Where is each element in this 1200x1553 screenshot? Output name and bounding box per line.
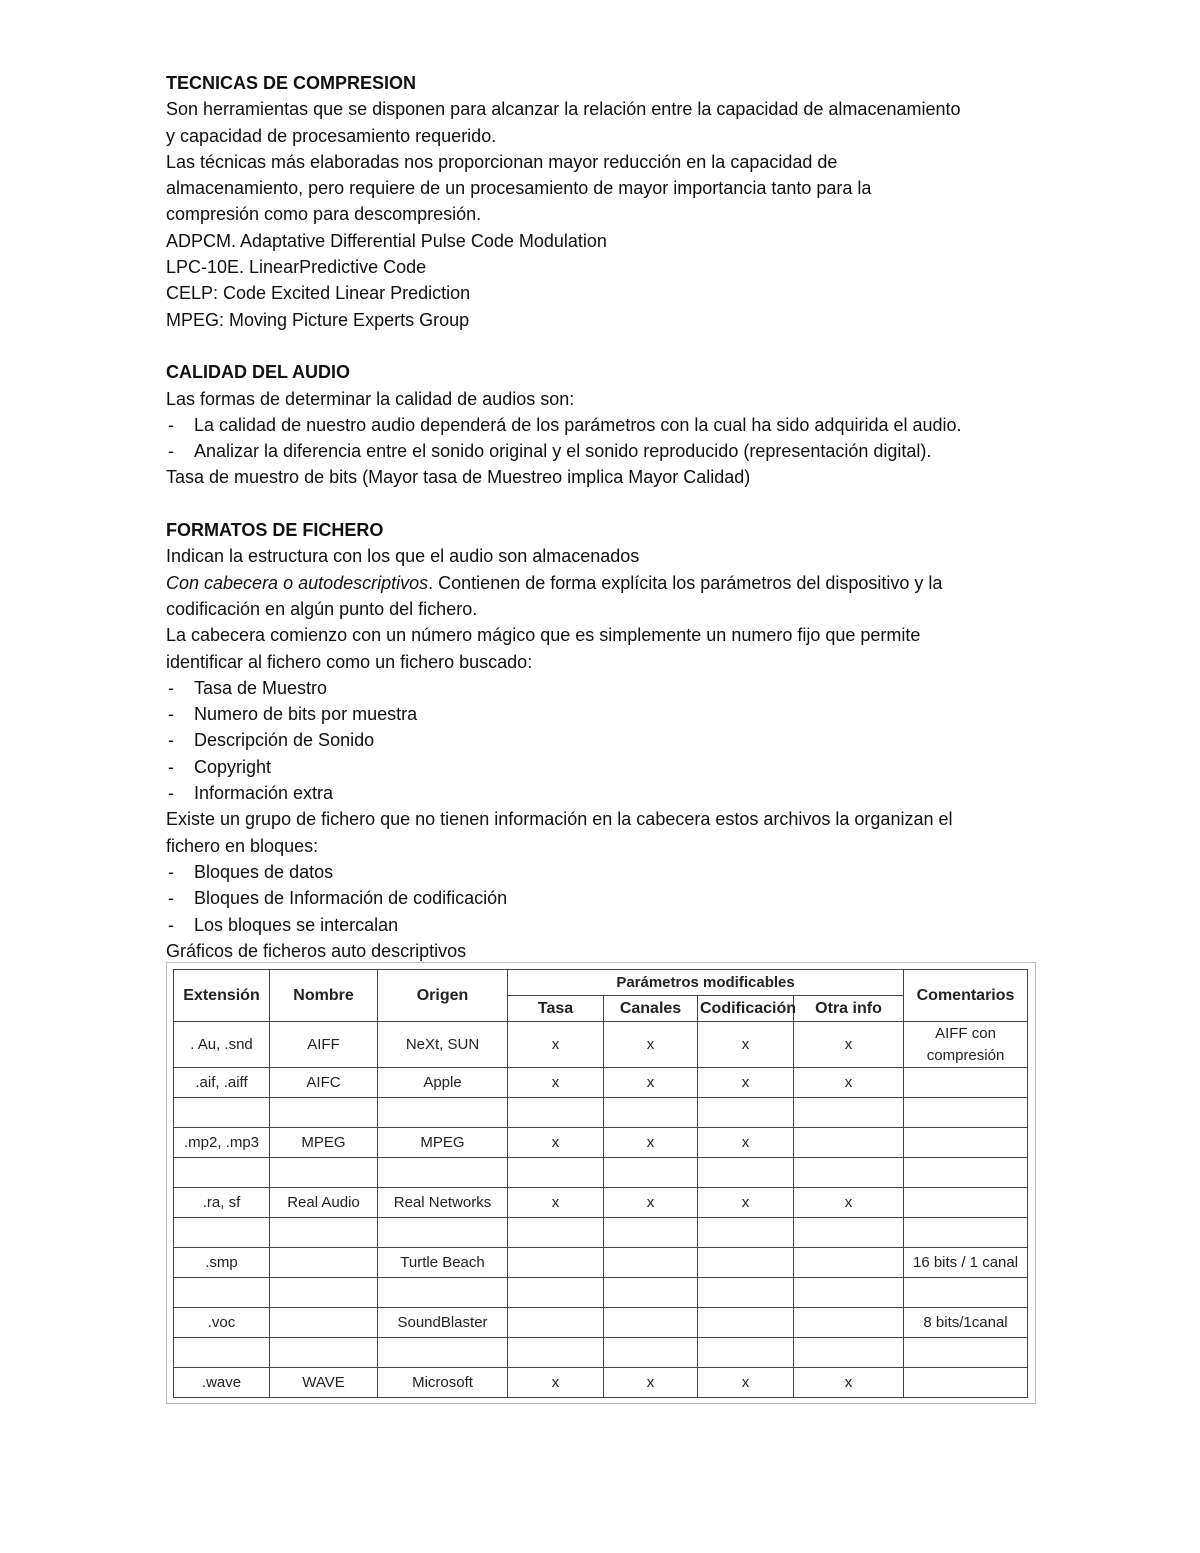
- technique-adpcm: ADPCM. Adaptative Differential Pulse Code Modulation: [166, 230, 607, 251]
- cell-tasa: x: [508, 1022, 604, 1068]
- cell-nombre: WAVE: [270, 1368, 378, 1398]
- comment-line: 16 bits / 1 canal: [912, 1253, 1019, 1271]
- bullet-text: Bloques de Información de codificación: [194, 888, 508, 909]
- cell-nombre: AIFC: [270, 1068, 378, 1098]
- cell-tasa: [508, 1218, 604, 1248]
- bullet-text: Analizar la diferencia entre el sonido original y el sonido reproducido (representación digital).: [194, 441, 932, 462]
- heading-tecnicas: TECNICAS DE COMPRESION: [166, 73, 417, 93]
- cell-canales: [604, 1218, 698, 1248]
- cell-comentarios: [904, 1128, 1028, 1158]
- paragraph-line: almacenamiento, pero requiere de un procesamiento de mayor importancia tanto para la: [166, 178, 872, 199]
- bullet-item: [166, 885, 1046, 911]
- cell-canales: x: [604, 1128, 698, 1158]
- cell-canales: x: [604, 1188, 698, 1218]
- cell-codificacion: [698, 1098, 794, 1128]
- comment-line: AIFF con: [935, 1024, 996, 1042]
- cell-codificacion: x: [698, 1068, 794, 1098]
- cell-otra-info: [794, 1218, 904, 1248]
- cell-origen: MPEG: [378, 1128, 508, 1158]
- cell-otra-info: [794, 1308, 904, 1338]
- cell-otra-info: x: [794, 1068, 904, 1098]
- comment-line: 8 bits/1canal: [923, 1313, 1008, 1331]
- bullet-dash: -: [168, 677, 174, 698]
- cell-otra-info: [794, 1248, 904, 1278]
- cell-extension: . Au, .snd: [174, 1022, 270, 1068]
- cell-canales: [604, 1248, 698, 1278]
- cell-nombre: Real Audio: [270, 1188, 378, 1218]
- header-nombre: Nombre: [270, 970, 378, 1022]
- cell-tasa: [508, 1338, 604, 1368]
- table-row: [174, 1098, 1028, 1128]
- cell-tasa: x: [508, 1368, 604, 1398]
- cell-codificacion: x: [698, 1022, 794, 1068]
- paragraph-line: y capacidad de procesamiento requerido.: [166, 125, 497, 146]
- cell-nombre: [270, 1248, 378, 1278]
- cell-canales: [604, 1098, 698, 1128]
- cell-codificacion: [698, 1278, 794, 1308]
- heading-calidad: CALIDAD DEL AUDIO: [166, 362, 350, 383]
- cell-origen: [378, 1098, 508, 1128]
- cell-extension: .smp: [174, 1248, 270, 1278]
- bullet-text: Información extra: [194, 783, 334, 804]
- paragraph-line: fichero en bloques:: [166, 835, 319, 856]
- cell-comentarios: [904, 1368, 1028, 1398]
- paragraph-line: compresión como para descompresión.: [166, 204, 482, 225]
- spacer: [166, 491, 1046, 517]
- bullet-text: La calidad de nuestro audio dependerá de los parámetros con la cual ha sido adquirida el audio.: [194, 414, 962, 435]
- cell-comentarios: [904, 1022, 1028, 1068]
- cell-extension: [174, 1278, 270, 1308]
- cell-extension: .ra, sf: [174, 1188, 270, 1218]
- cell-otra-info: [794, 1098, 904, 1128]
- cell-comentarios: [904, 1308, 1028, 1338]
- bullet-dash: -: [168, 704, 174, 725]
- cell-extension: [174, 1218, 270, 1248]
- cell-codificacion: x: [698, 1128, 794, 1158]
- cell-origen: Apple: [378, 1068, 508, 1098]
- bullet-text: Copyright: [194, 756, 272, 777]
- cell-codificacion: [698, 1248, 794, 1278]
- paragraph-line: Indican la estructura con los que el audio son almacenados: [166, 546, 640, 567]
- cell-canales: [604, 1278, 698, 1308]
- cell-nombre: [270, 1218, 378, 1248]
- cell-comentarios: [904, 1188, 1028, 1218]
- cell-codificacion: [698, 1338, 794, 1368]
- cell-nombre: MPEG: [270, 1128, 378, 1158]
- bullet-dash: -: [168, 914, 174, 935]
- paragraph-line: Las formas de determinar la calidad de audios son:: [166, 388, 575, 409]
- cell-otra-info: [794, 1158, 904, 1188]
- cell-canales: x: [604, 1368, 698, 1398]
- header-origen: Origen: [378, 970, 508, 1022]
- table-row: [174, 1022, 1028, 1068]
- cell-codificacion: x: [698, 1188, 794, 1218]
- bullet-item: [166, 727, 1046, 753]
- cell-origen: NeXt, SUN: [378, 1022, 508, 1068]
- cell-origen: Turtle Beach: [378, 1248, 508, 1278]
- cell-comentarios: [904, 1068, 1028, 1098]
- header-extension: Extensión: [174, 970, 270, 1022]
- cell-tasa: [508, 1248, 604, 1278]
- cell-canales: x: [604, 1022, 698, 1068]
- table-row: [174, 1218, 1028, 1248]
- cell-origen: [378, 1218, 508, 1248]
- header-codificacion: Codificación: [698, 996, 794, 1022]
- cell-comentarios: [904, 1218, 1028, 1248]
- italic-continuation: . Contienen de forma explícita los parámetros del dispositivo y la: [428, 572, 943, 593]
- cell-canales: [604, 1308, 698, 1338]
- cell-nombre: [270, 1158, 378, 1188]
- cell-extension: .wave: [174, 1368, 270, 1398]
- bullet-item: [166, 675, 1046, 701]
- cell-tasa: [508, 1308, 604, 1338]
- cell-origen: [378, 1278, 508, 1308]
- bullet-item: [166, 859, 1046, 885]
- bullet-text: Numero de bits por muestra: [194, 704, 418, 725]
- cell-tasa: [508, 1158, 604, 1188]
- cell-otra-info: x: [794, 1022, 904, 1068]
- cell-tasa: x: [508, 1068, 604, 1098]
- bullet-dash: -: [168, 414, 174, 435]
- bullet-dash: -: [168, 756, 174, 777]
- paragraph-line: Existe un grupo de fichero que no tienen información en la cabecera estos archivos la organizan el: [166, 809, 953, 830]
- cell-canales: [604, 1158, 698, 1188]
- cell-origen: Microsoft: [378, 1368, 508, 1398]
- paragraph-line: Son herramientas que se disponen para alcanzar la relación entre la capacidad de almacenamiento: [166, 99, 961, 120]
- table-row: [174, 1068, 1028, 1098]
- cell-codificacion: x: [698, 1368, 794, 1398]
- bullet-text: Los bloques se intercalan: [194, 914, 399, 935]
- bullet-dash: -: [168, 730, 174, 751]
- cell-comentarios: [904, 1248, 1028, 1278]
- cell-otra-info: x: [794, 1368, 904, 1398]
- table-body: [174, 1022, 1028, 1398]
- bullet-dash: -: [168, 441, 174, 462]
- bullet-dash: -: [168, 861, 174, 882]
- cell-nombre: [270, 1098, 378, 1128]
- header-canales: Canales: [604, 996, 698, 1022]
- cell-tasa: x: [508, 1188, 604, 1218]
- bullet-text: Bloques de datos: [194, 861, 334, 882]
- cell-otra-info: [794, 1278, 904, 1308]
- cell-nombre: [270, 1308, 378, 1338]
- document-body: [166, 70, 1046, 964]
- paragraph-line: Tasa de muestro de bits (Mayor tasa de Muestreo implica Mayor Calidad): [166, 467, 751, 488]
- bullet-item: [166, 412, 1046, 438]
- cell-origen: Real Networks: [378, 1188, 508, 1218]
- cell-origen: SoundBlaster: [378, 1308, 508, 1338]
- bullet-dash: -: [168, 783, 174, 804]
- bullet-item: [166, 780, 1046, 806]
- cell-tasa: x: [508, 1128, 604, 1158]
- cell-extension: .aif, .aiff: [174, 1068, 270, 1098]
- table-row: [174, 1248, 1028, 1278]
- cell-comentarios: [904, 1098, 1028, 1128]
- paragraph-line: Las técnicas más elaboradas nos proporcionan mayor reducción en la capacidad de: [166, 151, 838, 172]
- table-row: [174, 1338, 1028, 1368]
- cell-codificacion: [698, 1218, 794, 1248]
- bullet-item: [166, 701, 1046, 727]
- paragraph-line: La cabecera comienzo con un número mágico que es simplemente un numero fijo que permite: [166, 625, 921, 646]
- cell-codificacion: [698, 1308, 794, 1338]
- cell-extension: [174, 1338, 270, 1368]
- technique-lpc: LPC-10E. LinearPredictive Code: [166, 257, 427, 278]
- table-row: [174, 1308, 1028, 1338]
- cell-nombre: [270, 1278, 378, 1308]
- header-tasa: Tasa: [508, 996, 604, 1022]
- header-otra-info: Otra info: [794, 996, 904, 1022]
- cell-canales: [604, 1338, 698, 1368]
- cell-comentarios: [904, 1278, 1028, 1308]
- cell-tasa: [508, 1098, 604, 1128]
- comment-line: compresión: [926, 1046, 1005, 1064]
- bullet-text: Descripción de Sonido: [194, 730, 375, 751]
- technique-celp: CELP: Code Excited Linear Prediction: [166, 283, 471, 304]
- table-row: [174, 1278, 1028, 1308]
- graphics-caption: Gráficos de ficheros auto descriptivos: [166, 940, 467, 961]
- italic-term: Con cabecera o autodescriptivos: [166, 572, 429, 593]
- table-row: [174, 1128, 1028, 1158]
- table-row: [174, 1368, 1028, 1398]
- formats-table-image: [166, 962, 1036, 1404]
- cell-tasa: [508, 1278, 604, 1308]
- cell-otra-info: [794, 1338, 904, 1368]
- formats-table: [173, 969, 1028, 1398]
- paragraph-line: identificar al fichero como un fichero buscado:: [166, 651, 533, 672]
- heading-formatos: FORMATOS DE FICHERO: [166, 520, 384, 541]
- cell-otra-info: [794, 1128, 904, 1158]
- cell-comentarios: [904, 1158, 1028, 1188]
- cell-otra-info: x: [794, 1188, 904, 1218]
- cell-extension: [174, 1098, 270, 1128]
- cell-codificacion: [698, 1158, 794, 1188]
- header-comentarios: Comentarios: [904, 970, 1028, 1022]
- cell-nombre: [270, 1338, 378, 1368]
- cell-comentarios: [904, 1338, 1028, 1368]
- bullet-dash: -: [168, 888, 174, 909]
- cell-extension: .voc: [174, 1308, 270, 1338]
- bullet-item: [166, 912, 1046, 938]
- table-row: [174, 1158, 1028, 1188]
- table-row: [174, 1188, 1028, 1218]
- cell-nombre: AIFF: [270, 1022, 378, 1068]
- bullet-item: [166, 438, 1046, 464]
- cell-origen: [378, 1338, 508, 1368]
- bullet-text: Tasa de Muestro: [194, 677, 328, 698]
- cell-canales: x: [604, 1068, 698, 1098]
- paragraph-line: [166, 570, 1046, 596]
- cell-extension: .mp2, .mp3: [174, 1128, 270, 1158]
- spacer: [166, 333, 1046, 359]
- technique-mpeg: MPEG: Moving Picture Experts Group: [166, 309, 470, 330]
- header-params: Parámetros modificables: [508, 970, 904, 996]
- cell-origen: [378, 1158, 508, 1188]
- cell-extension: [174, 1158, 270, 1188]
- paragraph-line: codificación en algún punto del fichero.: [166, 598, 478, 619]
- bullet-item: [166, 754, 1046, 780]
